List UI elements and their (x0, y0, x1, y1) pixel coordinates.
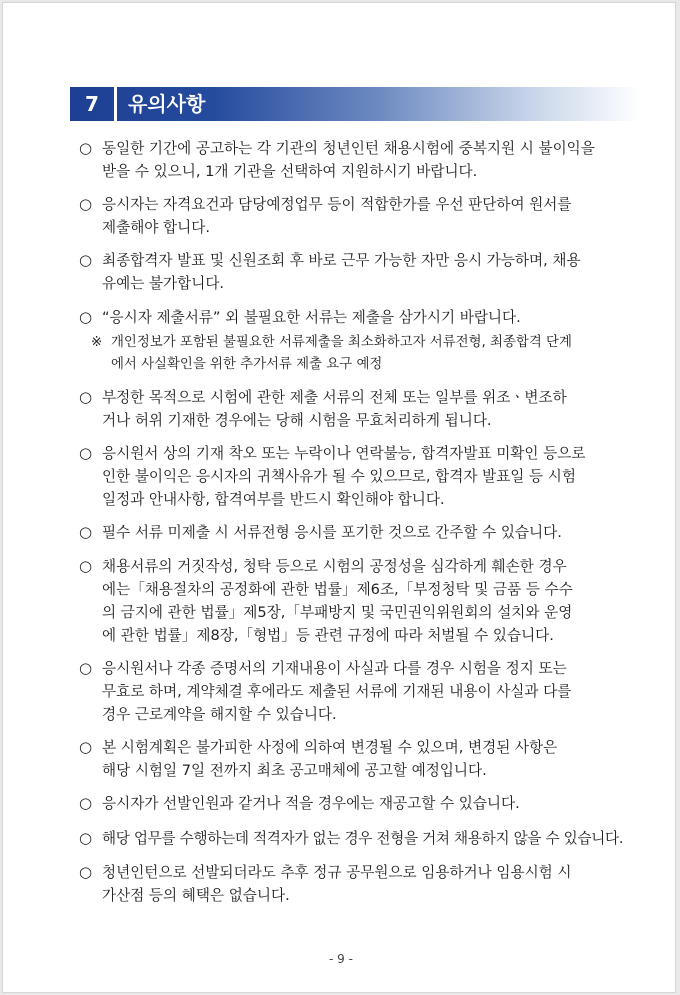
list-item (79, 827, 651, 850)
page-number: - 9 - (329, 952, 353, 966)
list-item-text: 응시원서 상의 기재 착오 또는 누락이나 연락불능, 합격자발표 미확인 등으로 인한 불이익은 응시자의 귀책사유가 될 수 있으므로, 합격자 발표일 등 시험 일정과 안내사항, 합격여부를 반드시 확인해야 합니다. (102, 445, 586, 508)
list-item (79, 386, 651, 432)
list-item (79, 137, 651, 183)
list-item (79, 657, 651, 726)
list-item (79, 521, 651, 544)
list-item-text: 필수 서류 미제출 시 서류전형 응시를 포기한 것으로 간주할 수 있습니다. (102, 524, 562, 541)
reference-mark-icon: ※ (91, 335, 103, 350)
list-item (79, 555, 651, 647)
section-title: 유의사항 (128, 92, 206, 116)
circle-bullet-icon: ○ (79, 308, 93, 326)
circle-bullet-icon: ○ (79, 829, 93, 847)
note-text: 개인정보가 포함된 불필요한 서류제출을 최소화하고자 서류전형, 최종합격 단계 에서 사실확인을 위한 추가서류 제출 요구 예정 (111, 335, 572, 372)
section-header (70, 87, 640, 121)
list-item-text: 응시자는 자격요건과 담당예정업무 등이 적합한가를 우선 판단하여 원서를 제출해야 합니다. (102, 196, 572, 236)
list-item (79, 861, 651, 907)
document-page (2, 2, 676, 993)
circle-bullet-icon: ○ (79, 557, 93, 575)
list-item-text: 채용서류의 거짓작성, 청탁 등으로 시험의 공정성을 심각하게 훼손한 경우 에는「채용절차의 공정화에 관한 법률」제6조,「부정청탁 및 금품 등 수수 의 금지에 관한 법률」제5장,「부패방지 및 국민권익위원회의 설치와 운영 에 관한 법률」제8장,「형법」등 관련 규정에 따라 처벌될 수 있습니다. (102, 558, 573, 644)
circle-bullet-icon: ○ (79, 659, 93, 677)
list-item-text: 본 시험계획은 불가피한 사정에 의하여 변경될 수 있으며, 변경된 사항은 해당 시험일 7일 전까지 최초 공고매체에 공고할 예정입니다. (102, 739, 558, 779)
list-item-text: 동일한 기간에 공고하는 각 기관의 청년인턴 채용시험에 중복지원 시 불이익을 받을 수 있으니, 1개 기관을 선택하여 지원하시기 바랍니다. (102, 140, 595, 180)
circle-bullet-icon: ○ (79, 251, 93, 269)
circle-bullet-icon: ○ (79, 738, 93, 756)
circle-bullet-icon: ○ (79, 444, 93, 462)
section-number: 7 (85, 92, 99, 116)
list-item (79, 442, 651, 511)
list-item-text: 최종합격자 발표 및 신원조회 후 바로 근무 가능한 자만 응시 가능하며, 채용 유예는 불가합니다. (102, 252, 581, 292)
circle-bullet-icon: ○ (79, 195, 93, 213)
list-item (79, 193, 651, 239)
circle-bullet-icon: ○ (79, 523, 93, 541)
list-item (79, 306, 651, 329)
list-item-text: 응시자가 선발인원과 같거나 적을 경우에는 재공고할 수 있습니다. (102, 795, 520, 812)
section-divider (114, 87, 117, 121)
note (91, 332, 651, 376)
list-item (79, 249, 651, 295)
list-item (79, 736, 651, 782)
list-item-text: 청년인턴으로 선발되더라도 추후 정규 공무원으로 임용하거나 임용시험 시 가산점 등의 혜택은 없습니다. (102, 864, 572, 904)
circle-bullet-icon: ○ (79, 794, 93, 812)
list-item-text: 부정한 목적으로 시험에 관한 제출 서류의 전체 또는 일부를 위조ㆍ변조하 거나 허위 기재한 경우에는 당해 시험을 무효처리하게 됩니다. (102, 389, 567, 429)
list-item (79, 792, 651, 815)
circle-bullet-icon: ○ (79, 139, 93, 157)
list-item-text: 해당 업무를 수행하는데 적격자가 없는 경우 전형을 거쳐 채용하지 않을 수 있습니다. (102, 830, 624, 847)
list-item-text: “응시자 제출서류” 외 불필요한 서류는 제출을 삼가시기 바랍니다. (102, 309, 521, 326)
circle-bullet-icon: ○ (79, 863, 93, 881)
list-item-text: 응시원서나 각종 증명서의 기재내용이 사실과 다를 경우 시험을 정지 또는 무효로 하며, 계약체결 후에라도 제출된 서류에 기재된 내용이 사실과 다를 경우 근로계약을 해지할 수 있습니다. (102, 660, 572, 723)
circle-bullet-icon: ○ (79, 388, 93, 406)
